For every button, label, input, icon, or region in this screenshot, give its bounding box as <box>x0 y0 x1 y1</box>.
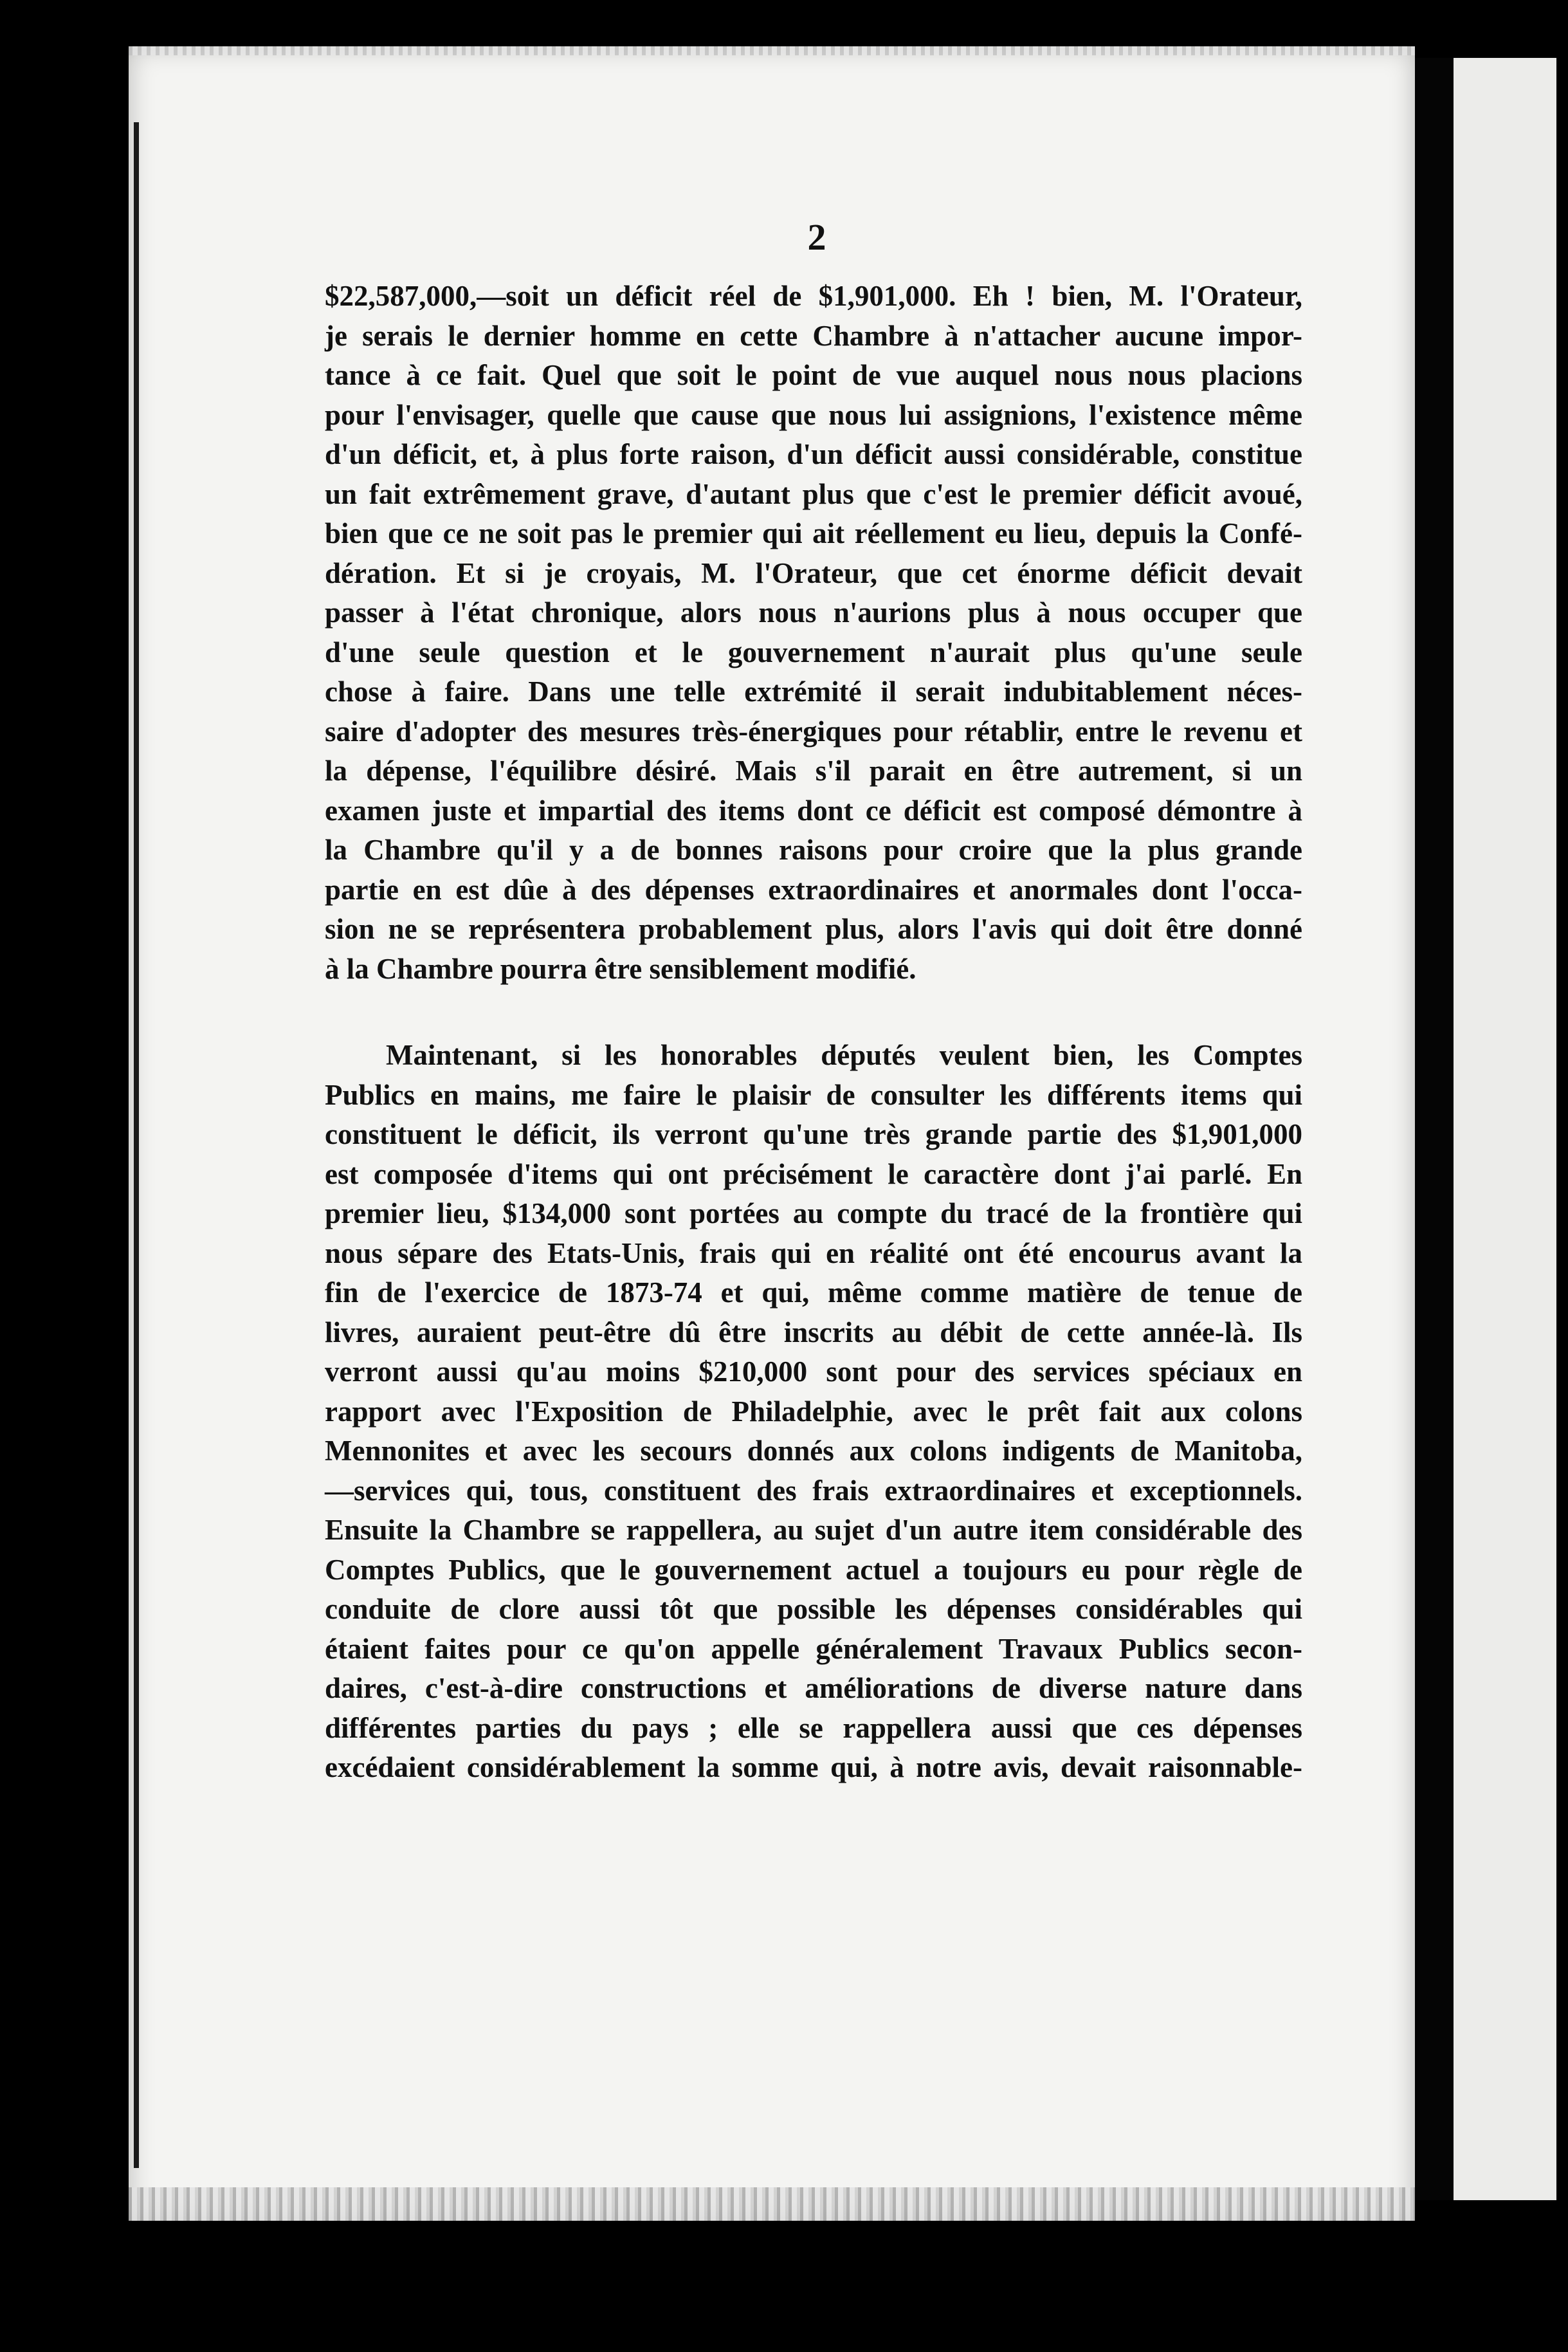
text-line: examen juste et impartial des items dont ce déficit est composé démontre à <box>325 794 1302 827</box>
text-line: tance à ce fait. Quel que soit le point de vue auquel nous nous placions <box>325 359 1302 391</box>
text-line: un fait extrêmement grave, d'autant plus que c'est le premier déficit avoué, <box>325 477 1302 510</box>
text-line: livres, auraient peut-être dû être inscrits au débit de cette année-là. Ils <box>325 1316 1302 1348</box>
text-line: dération. Et si je croyais, M. l'Orateur, que cet énorme déficit devait <box>325 556 1302 589</box>
text-line: partie en est dûe à des dépenses extraordinaires et anormales dont l'occa- <box>325 873 1302 906</box>
text-line: bien que ce ne soit pas le premier qui ait réellement eu lieu, depuis la Confé- <box>325 517 1302 549</box>
text-line: constituent le déficit, ils verront qu'une très grande partie des $1,901,000 <box>325 1118 1302 1150</box>
text-line: est composée d'items qui ont précisément le caractère dont j'ai parlé. En <box>325 1157 1302 1190</box>
text-line: chose à faire. Dans une telle extrémité il serait indubitablement néces- <box>325 675 1302 708</box>
text-line: Publics en mains, me faire le plaisir de consulter les différents items qui <box>325 1078 1302 1111</box>
text-line: passer à l'état chronique, alors nous n'aurions plus à nous occuper que <box>325 596 1302 629</box>
text-line: daires, c'est-à-dire constructions et améliorations de diverse nature dans <box>325 1672 1302 1704</box>
text-line: —services qui, tous, constituent des frais extraordinaires et exceptionnels. <box>325 1474 1302 1507</box>
text-line: Comptes Publics, que le gouvernement actuel a toujours eu pour règle de <box>325 1553 1302 1586</box>
paragraph-1 <box>325 277 1302 989</box>
page-edge-top <box>129 46 1415 55</box>
text-line: différentes parties du pays ; elle se rappellera aussi que ces dépenses <box>325 1711 1302 1744</box>
book-spine <box>1415 58 1454 2200</box>
page-number: 2 <box>807 216 826 258</box>
text-line: Ensuite la Chambre se rappellera, au sujet d'un autre item considérable des <box>325 1514 1302 1546</box>
text-line: d'une seule question et le gouvernement n'aurait plus qu'une seule <box>325 636 1302 668</box>
paragraph-2 <box>325 1036 1302 1788</box>
text-line: rapport avec l'Exposition de Philadelphie, avec le prêt fait aux colons <box>325 1395 1302 1428</box>
text-line: je serais le dernier homme en cette Chambre à n'attacher aucune impor- <box>325 319 1302 352</box>
text-line: saire d'adopter des mesures très-énergiques pour rétablir, entre le revenu et <box>325 715 1302 748</box>
text-line: Maintenant, si les honorables députés veulent bien, les Comptes <box>386 1039 1302 1071</box>
page-left-edge <box>134 122 139 2168</box>
text-line: étaient faites pour ce qu'on appelle généralement Travaux Publics secon- <box>325 1632 1302 1665</box>
text-line: Mennonites et avec les secours donnés aux colons indigents de Manitoba, <box>325 1435 1302 1467</box>
text-line: premier lieu, $134,000 sont portées au compte du tracé de la frontière qui <box>325 1197 1302 1229</box>
text-line: excédaient considérablement la somme qui, à notre avis, devait raisonnable- <box>325 1751 1302 1783</box>
text-line: $22,587,000,—soit un déficit réel de $1,901,000. Eh ! bien, M. l'Orateur, <box>325 280 1302 312</box>
text-line: fin de l'exercice de 1873-74 et qui, même comme matière de tenue de <box>325 1276 1302 1309</box>
text-line: verront aussi qu'au moins $210,000 sont pour des services spéciaux en <box>325 1355 1302 1388</box>
text-line: la Chambre qu'il y a de bonnes raisons pour croire que la plus grande <box>325 834 1302 866</box>
text-line: à la Chambre pourra être sensiblement modifié. <box>325 952 916 985</box>
text-line: la dépense, l'équilibre désiré. Mais s'il parait en être autrement, si un <box>325 755 1302 787</box>
text-line: sion ne se représentera probablement plus, alors l'avis qui doit être donné <box>325 913 1302 945</box>
text-line: nous sépare des Etats-Unis, frais qui en réalité ont été encourus avant la <box>325 1236 1302 1269</box>
text-line: pour l'envisager, quelle que cause que nous lui assignions, l'existence même <box>325 398 1302 431</box>
text-line: conduite de clore aussi tôt que possible les dépenses considérables qui <box>325 1593 1302 1625</box>
text-line: d'un déficit, et, à plus forte raison, d'un déficit aussi considérable, constitue <box>325 438 1302 470</box>
page-edge-bottom <box>129 2187 1415 2221</box>
facing-page-edge <box>1454 58 1556 2200</box>
